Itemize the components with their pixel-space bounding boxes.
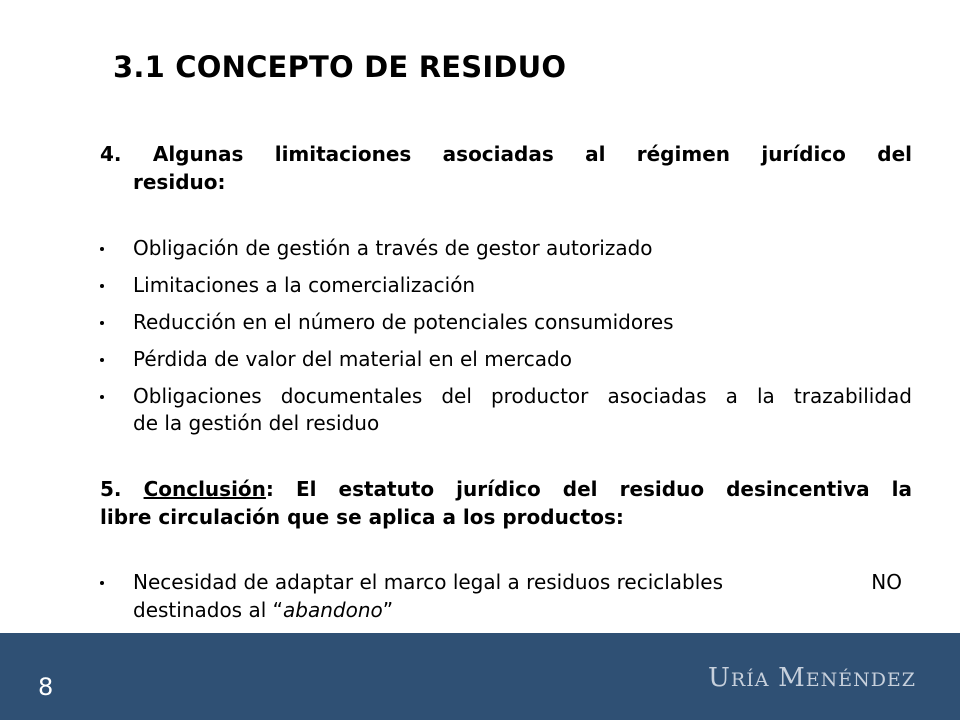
list-item <box>100 272 912 299</box>
final-bullet-italic: abandono <box>283 598 383 622</box>
bullet-icon <box>100 247 104 251</box>
list-item-text-line2: de la gestión del residuo <box>133 411 380 435</box>
bullet-icon <box>100 284 104 288</box>
list-item-text: Pérdida de valor del material en el mercado <box>133 347 572 371</box>
conclusion-line1-text: El estatuto jurídico del residuo desincentiva la <box>295 477 912 501</box>
list-item <box>100 383 912 437</box>
conclusion-paragraph <box>100 475 912 531</box>
list-item-text-line1: Obligaciones documentales del productor asociadas a la trazabilidad <box>133 384 912 408</box>
slide-title: 3.1 CONCEPTO DE RESIDUO <box>113 50 567 84</box>
brand-letter-u: U <box>707 663 731 693</box>
final-bullet <box>100 568 912 624</box>
final-bullet-line2 <box>133 596 912 624</box>
list-item <box>100 235 912 262</box>
brand-ria: RÍA <box>730 669 770 691</box>
conclusion-line2: libre circulación que se aplica a los productos: <box>100 505 624 529</box>
list-item <box>100 346 912 373</box>
list-item <box>100 309 912 336</box>
final-bullet-line1 <box>133 568 912 596</box>
final-bullet-text: Necesidad de adaptar el marco legal a residuos reciclables <box>133 570 724 594</box>
list-item-text: Obligación de gestión a través de gestor autorizado <box>133 236 653 260</box>
final-bullet-suffix: ” <box>382 598 394 622</box>
conclusion-colon: : <box>265 477 274 501</box>
section4-heading-cont: residuo: <box>133 170 226 194</box>
section4-heading: 4. Algunas limitaciones asociadas al régimen jurídico del <box>100 142 912 166</box>
brand-logo <box>708 663 916 693</box>
bullet-icon <box>100 321 104 325</box>
bullet-icon <box>100 395 104 399</box>
brand-enendez: ENÉNDEZ <box>805 669 916 691</box>
final-bullet-no: NO <box>871 570 902 594</box>
limitations-list <box>100 235 912 447</box>
footer-bar <box>0 633 960 720</box>
final-bullet-prefix: destinados al “ <box>133 598 283 622</box>
list-item-text: Limitaciones a la comercialización <box>133 273 476 297</box>
conclusion-line1 <box>100 475 912 503</box>
page-number: 8 <box>38 673 54 701</box>
bullet-icon <box>100 358 104 362</box>
bullet-icon <box>100 581 104 585</box>
conclusion-number: 5. <box>100 477 122 501</box>
conclusion-label: Conclusión <box>143 477 266 501</box>
list-item-text: Reducción en el número de potenciales consumidores <box>133 310 674 334</box>
brand-letter-m: M <box>778 663 806 693</box>
